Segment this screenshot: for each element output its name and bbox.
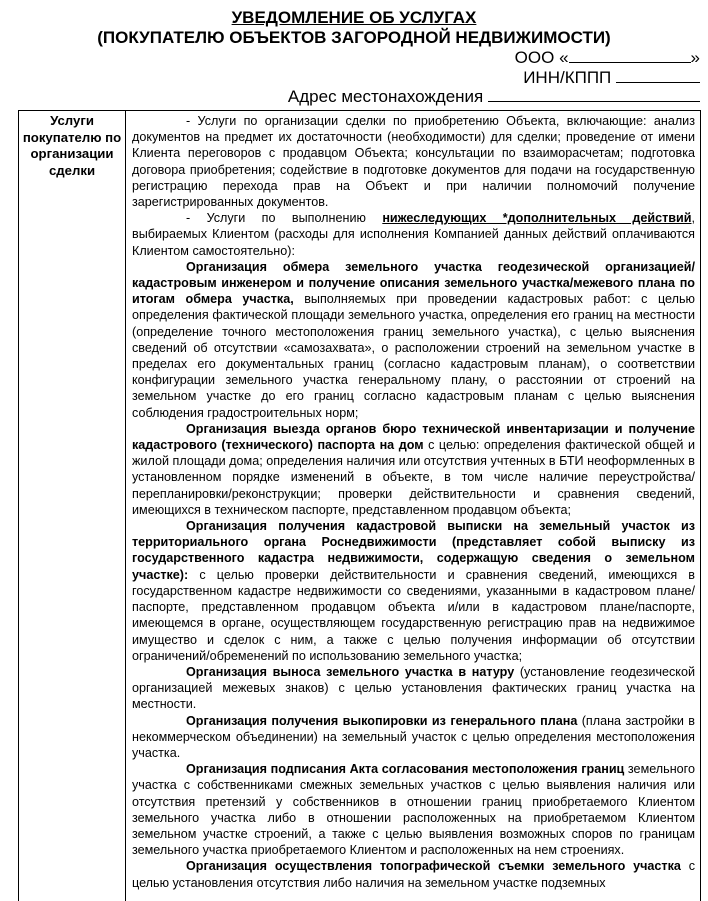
address-label: Адрес местонахождения <box>287 87 484 106</box>
additional-actions-emphasis: нижеследующих *дополнительных действий <box>382 211 692 226</box>
paragraph-master-plan-copy: Организация получения выкопировки из генерального плана (плана застройки в некоммерческом объединении) на земельный участок с целью определения местоположения участка. <box>132 713 695 760</box>
inn-blank-line <box>616 67 700 83</box>
services-heading: Услуги покупателю по организации сделки <box>22 113 122 179</box>
paragraph-deal-services: - Услуги по организации сделки по приобретению Объекта, включающие: анализ документов на предмет их достаточности (необходимости) для сделки; проведение от имени Клиента переговоров с продавцом Объекта; консультации по взаиморасчетам; подготовка договора приобретения; содействие в подготовке документов для подачи на государственную регистрацию перехода прав на Объект и при наличии полномочий получение зарегистрированных документов. <box>132 114 695 210</box>
paragraph-land-survey: Организация обмера земельного участка геодезической организацией/кадастровым инженером и получение описания земельного участка/межевого плана по итогам обмера участка, выполняемых при проведении кадастровых работ: с целью определения фактической площади земельного участка, определения его границ на местности (определение точного местоположения границ земельного участка), с целью выяснения сведений об отсутствии «самозахвата», о расположении строений на земельном участке в пределах его документальных границ (согласно кадастровым планам), о соответствии конфигурации земельного участка генеральному плану, о расстоянии от строений на земельном участке до его границ согласно кадастровым планам с целью выяснения соблюдения градостроительных норм; <box>132 259 695 420</box>
paragraph-bti-inventory: Организация выезда органов бюро технической инвентаризации и получение кадастрового (технического) паспорта на дом с целью: определения фактической общей и жилой площади дома; определения наличия или отсутствия учтенных в БТИ неоформленных в установленном порядке изменений в объекте, в том числе наличие переустройства/перепланировки/реконструкции; проверки действительности и сравнения сведений, имеющихся в техническом паспорте, представленном продавцом объекта; <box>132 421 695 517</box>
paragraph-additional-actions: - Услуги по выполнению нижеследующих *дополнительных действий, выбираемых Клиентом (расходы для исполнения Компанией данных действий оплачиваются Клиентом самостоятельно): <box>132 211 695 258</box>
inn-field <box>523 67 700 88</box>
company-name-field <box>515 47 700 68</box>
document-subtitle: (ПОКУПАТЕЛЮ ОБЪЕКТОВ ЗАГОРОДНОЙ НЕДВИЖИМОСТИ) <box>97 28 611 47</box>
document-title: УВЕДОМЛЕНИЕ ОБ УСЛУГАХ <box>231 8 477 27</box>
services-table <box>18 110 701 901</box>
paragraph-cadastral-extract: Организация получения кадастровой выписки на земельный участок из территориального органа Роснедвижимости (представляет собой выписку из государственного кадастра недвижимости, содержащую сведения о земельном участке): с целью проверки действительности и сравнения сведений, имеющихся в государственном кадастре недвижимости со сведениями, указанными в кадастровом плане/паспорте, представленном продавцом объекта и/или в кадастровом плане/паспорте, имеющемся в органе, осуществляющем государственную регистрацию прав на недвижимое имущество и сделок с ним, а также с целью получения информации об отсутствии ограничений/обременений по использованию земельного участка; <box>132 519 695 663</box>
address-field <box>288 86 700 107</box>
paragraph-boundary-agreement: Организация подписания Акта согласования местоположения границ земельного участка с собственниками смежных земельных участков с целью выявления наличия или отсутствия претензий у собственников в отношении границ приобретаемого Клиентом земельного участка либо в отношении расположенных на приобретаемом Клиентом земельном участке строений, а также с целью выявления возможных споров по границам земельного участка приобретаемого Клиентом и расположенных на нем строениях. <box>132 762 695 858</box>
services-heading-cell <box>19 111 126 901</box>
services-description-cell <box>127 111 700 891</box>
company-suffix: » <box>690 48 700 67</box>
paragraph-topographic-survey: Организация осуществления топографической съемки земельного участка с целью установления отсутствия либо наличия на земельном участке подземных <box>132 859 695 890</box>
company-prefix: ООО « <box>514 48 569 67</box>
address-blank-line <box>488 86 700 102</box>
inn-label: ИНН/КППП <box>523 68 612 87</box>
company-blank-line <box>569 47 691 63</box>
paragraph-boundary-staking: Организация выноса земельного участка в натуру (установление геодезической организацией межевых знаков) с целью установления фактических границ участка на местности. <box>132 664 695 712</box>
